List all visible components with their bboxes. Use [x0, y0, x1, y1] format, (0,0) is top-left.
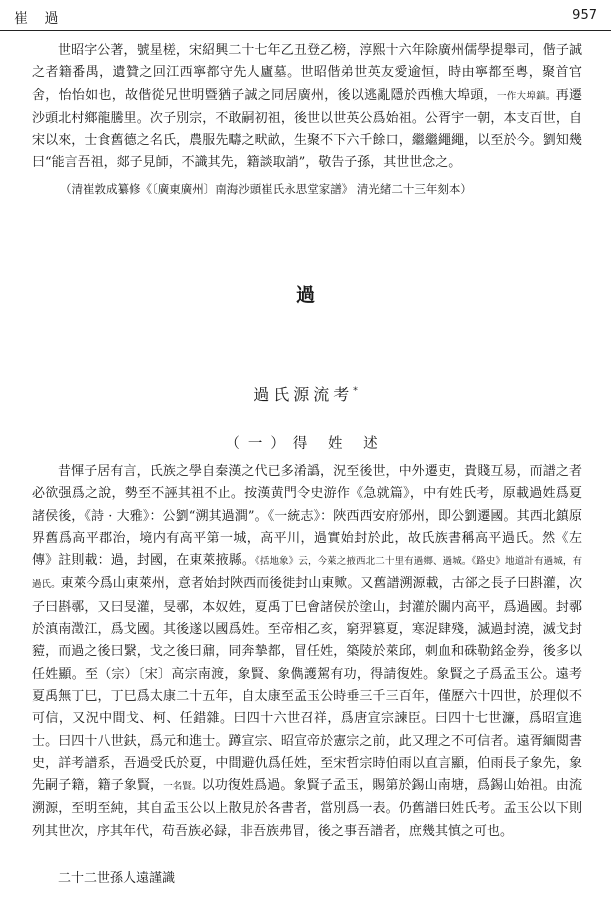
main-paragraph [32, 461, 582, 843]
footnote-mark: * [353, 386, 358, 397]
article-title [0, 382, 611, 405]
page-number: 957 [572, 8, 597, 23]
top-paragraph-text: 世昭字公著，號星槎，宋紹興二十七年乙丑登乙榜，淳熙十六年除廣州儒學提舉司，偕子誠之者籍番禺，遺贊之回江西寧都守先人廬墓。世昭偕弟世英友愛逾恒，時由寧都至粵，聚首官舍，怡怡如也，故偕從兄世明暨猶子誠之同居廣州，後以逃亂隱於西樵大埠頭， [32, 43, 582, 103]
main-paragraph-text-3: 以功復姓爲過。象賢子孟玉，賜第於錫山南塘，爲錫山始祖。由流溯源，至明至純，其自孟玉公以上散見於各書者，當別爲一表。仍舊譜曰姓氏考。孟玉公以下則列其世次，序其年代，苟吾族必録，非吾族弗冒，後之事吾譜者，庶幾其慎之可也。 [32, 778, 582, 839]
inline-note: 《括地象》云，今萊之掖西北二十里有過鄉、過城。《路史》地道計有過城，有過氏。 [32, 556, 582, 591]
inline-note: 一名賢。 [163, 781, 202, 793]
signature-line: 二十二世孫人遠謹識 [58, 871, 176, 886]
top-paragraph-block [32, 40, 582, 175]
article-title-text: 過氏源流考 [253, 385, 354, 404]
subsection-title: （一）得 姓 述 [225, 436, 386, 452]
running-title: 崔 過 [14, 11, 65, 27]
page-header [0, 0, 611, 31]
top-paragraph [32, 40, 582, 175]
source-citation: （清崔敦成纂修《〔廣東廣州〕南海沙頭崔氏永思堂家譜》 清光緒二十三年刻本） [60, 182, 472, 196]
main-paragraph-text-2: 東萊今爲山東萊州，意者始封陜西而後徙封山東歟。又舊譜溯源載，古郤之長子曰斟灌，次子曰斟鄩，又曰旻灌，旻鄩，本奴姓，夏禹丁巳會諸侯於塗山，封灌於關内高平，爲過國。封鄩於滇南澂江，爲戈國。其後遂以國爲姓。至帝相乙亥，窮羿篡夏，寒浞肆殘，滅過封澆，滅戈封豷，而過之後曰繄，戈之後曰鼐，同奔摯都，冒任姓，築陵於萊邱，刺血和硃勒銘金券，後多以任姓顯。至（宗）〔宋〕高宗南渡，象賢、象儁護駕有功，得請復姓。象賢之子爲孟玉公。遠考夏禹無丁巳，丁巳爲太康二十五年，自太康至孟玉公時垂三千三百年，僅歷六十四世，於理似不可信，又況中間戈、柯、任錯雜。曰四十六世召祥，爲唐宣宗諫臣。曰四十七世濂，爲昭宣進士。曰四十八世鈇，爲元和進士。蹲宣宗、昭宣帝於憲宗之前，此又理之不可信者。遠胥緬閲書史，詳考譜系，吾過受氏於夏，中間避仇爲任姓，至宋哲宗時伯雨以直言顯，伯雨長子象先，象先嗣子籍，籍子象賢， [32, 576, 582, 794]
section-title: 過 [295, 284, 315, 306]
inline-note: 一作大埠鎮。 [496, 90, 556, 102]
main-paragraph-text-1: 昔惲子居有言，氏族之學自秦漢之代已多淆譌，況至後世，中外遷吏，貴賤互易，而譜之者必欲强爲之說，勢至不誣其祖不止。按漢黄門令史游作《急就篇》，中有姓氏考，原載過姓爲夏諸侯後，《詩 · 大雅》：公劉“溯其過澗”。《一統志》：陜西西安府邠州，即公劉遷國。其西北鎮原界舊爲高平郡治，境内有高平第一城，高平川，過實始封於此，故氏族書稱高平過氏。然《左傳》註則載：過，封國，在東萊掖縣。 [32, 464, 582, 569]
main-body-block [32, 461, 582, 843]
top-paragraph-text-2: 再遷沙頭北村鄉龍騰里。次子別宗，不敢嗣初祖，後世以世英公爲始祖。公胥宇一朝，本支百世，自宋以來，士食舊德之名氏，農服先疇之畎畝，生聚不下六千餘口，繼繼繩繩，以至於今。劉知幾曰“能言吾祖，郯子見師，不識其先，籍談取誚”，敬告子孫，其世世念之。 [32, 87, 582, 171]
